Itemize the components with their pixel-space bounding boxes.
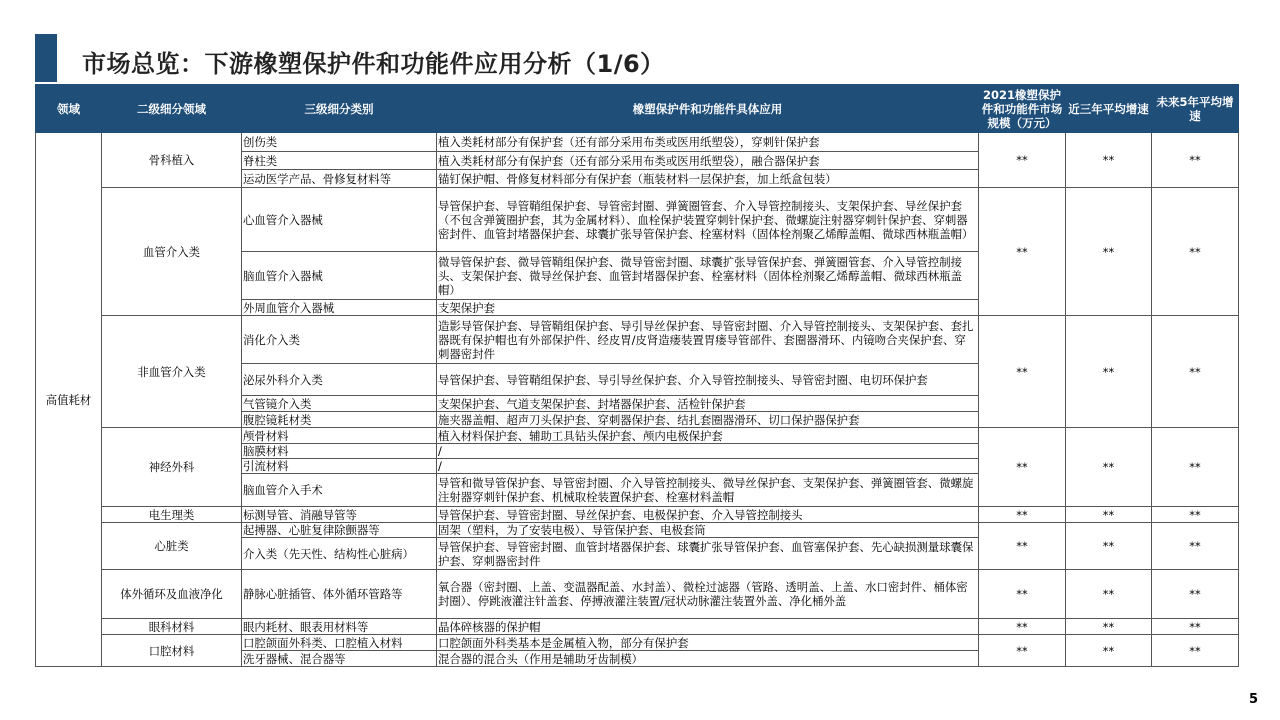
growth-5y-cell: ** <box>1152 188 1239 316</box>
level3-cell: 脑膜材料 <box>242 444 437 459</box>
level3-cell: 泌尿外科介入类 <box>242 364 437 396</box>
level3-cell: 眼内耗材、眼表用材料等 <box>242 619 437 635</box>
application-table <box>35 84 1239 667</box>
application-cell: 锚钉保护帽、骨修复材料部分有保护套（瓶装材料一层保护套，加上纸盒包装） <box>437 170 979 188</box>
level3-cell: 颅骨材料 <box>242 428 437 444</box>
application-cell: 混合器的混合头（作用是辅助牙齿制模） <box>437 651 979 667</box>
col-header-domain: 领域 <box>36 85 102 133</box>
table-row <box>36 188 1239 252</box>
level2-cell: 骨科植入 <box>102 133 242 188</box>
market-size-cell: ** <box>979 619 1066 635</box>
page-number: 5 <box>1249 692 1259 707</box>
level2-cell: 非血管介入类 <box>102 316 242 428</box>
col-header-level2: 二级细分领域 <box>102 85 242 133</box>
market-size-cell: ** <box>979 570 1066 619</box>
level2-cell: 电生理类 <box>102 507 242 523</box>
application-cell: 导管保护套、导管密封圈、导丝保护套、电极保护套、介入导管控制接头 <box>437 507 979 523</box>
table-row <box>36 133 1239 152</box>
level3-cell: 心血管介入器械 <box>242 188 437 252</box>
growth-5y-cell: ** <box>1152 635 1239 667</box>
application-cell: 导管保护套、导管密封圈、血管封堵器保护套、球囊扩张导管保护套、血管塞保护套、先心缺损测量球囊保护套、穿刺器密封件 <box>437 538 979 570</box>
growth-5y-cell: ** <box>1152 523 1239 570</box>
level3-cell: 脊柱类 <box>242 152 437 170</box>
application-cell: 氧合器（密封圈、上盖、变温器配盖、水封盖）、微栓过滤器（管路、透明盖、上盖、水口密封件、桶体密封圈）、停跳液灌注针盖套、停搏液灌注装置/冠状动脉灌注装置外盖、净化桶外盖 <box>437 570 979 619</box>
application-cell: 固架（塑料，为了安装电极）、导管保护套、电极套筒 <box>437 523 979 538</box>
level2-cell: 口腔材料 <box>102 635 242 667</box>
market-size-cell: ** <box>979 428 1066 507</box>
application-cell: 植入类耗材部分有保护套（还有部分采用布类或医用纸塑袋），穿刺针保护套 <box>437 133 979 152</box>
growth-5y-cell: ** <box>1152 507 1239 523</box>
table-row <box>36 523 1239 538</box>
table-row <box>36 428 1239 444</box>
level2-cell: 体外循环及血液净化 <box>102 570 242 619</box>
application-cell: / <box>437 459 979 474</box>
application-cell: 植入材料保护套、辅助工具钻头保护套、颅内电极保护套 <box>437 428 979 444</box>
growth-3y-cell: ** <box>1066 316 1152 428</box>
application-cell: 导管保护套、导管鞘组保护套、导管密封圈、弹簧圈管套、介入导管控制接头、支架保护套、导丝保护套（不包含弹簧圈护套，其为金属材料）、血栓保护装置穿刺针保护套、微螺旋注射器穿刺针保护套、穿刺器密封件、血管封堵器保护套、球囊扩张导管保护套、栓塞材料（固体栓剂聚乙烯醇盖帽、微球西林瓶盖帽） <box>437 188 979 252</box>
col-header-growth-3y: 近三年平均增速 <box>1066 85 1152 133</box>
col-header-growth-5y: 未来5年平均增速 <box>1152 85 1239 133</box>
level3-cell: 气管镜介入类 <box>242 396 437 412</box>
col-header-market-size: 2021橡塑保护件和功能件市场规模（万元） <box>979 85 1066 133</box>
growth-3y-cell: ** <box>1066 428 1152 507</box>
growth-5y-cell: ** <box>1152 133 1239 188</box>
application-cell: 植入类耗材部分有保护套（还有部分采用布类或医用纸塑袋），融合器保护套 <box>437 152 979 170</box>
level3-cell: 腹腔镜耗材类 <box>242 412 437 428</box>
growth-3y-cell: ** <box>1066 507 1152 523</box>
header-row <box>36 85 1239 133</box>
growth-5y-cell: ** <box>1152 428 1239 507</box>
level3-cell: 外周血管介入器械 <box>242 300 437 316</box>
application-cell: / <box>437 444 979 459</box>
application-cell: 口腔颌面外科类基本是金属植入物，部分有保护套 <box>437 635 979 651</box>
growth-5y-cell: ** <box>1152 316 1239 428</box>
market-size-cell: ** <box>979 133 1066 188</box>
table-row <box>36 619 1239 635</box>
application-cell: 导管保护套、导管鞘组保护套、导引导丝保护套、介入导管控制接头、导管密封圈、电切环保护套 <box>437 364 979 396</box>
market-size-cell: ** <box>979 188 1066 316</box>
growth-5y-cell: ** <box>1152 570 1239 619</box>
growth-3y-cell: ** <box>1066 523 1152 570</box>
col-header-level3: 三级细分类别 <box>242 85 437 133</box>
application-cell: 导管和微导管保护套、导管密封圈、介入导管控制接头、微导丝保护套、支架保护套、弹簧圈管套、微螺旋注射器穿刺针保护套、机械取栓装置保护套、栓塞材料盖帽 <box>437 474 979 507</box>
application-cell: 晶体碎核器的保护帽 <box>437 619 979 635</box>
level2-cell: 眼科材料 <box>102 619 242 635</box>
level3-cell: 洗牙器械、混合器等 <box>242 651 437 667</box>
level3-cell: 创伤类 <box>242 133 437 152</box>
page-title: 市场总览：下游橡塑保护件和功能件应用分析（1/6） <box>82 50 665 78</box>
table-row <box>36 507 1239 523</box>
level3-cell: 静脉心脏插管、体外循环管路等 <box>242 570 437 619</box>
table-row <box>36 570 1239 619</box>
table-row <box>36 316 1239 364</box>
level3-cell: 消化介入类 <box>242 316 437 364</box>
application-cell: 支架保护套 <box>437 300 979 316</box>
level3-cell: 脑血管介入器械 <box>242 252 437 300</box>
market-size-cell: ** <box>979 635 1066 667</box>
level3-cell: 引流材料 <box>242 459 437 474</box>
growth-5y-cell: ** <box>1152 619 1239 635</box>
growth-3y-cell: ** <box>1066 188 1152 316</box>
market-size-cell: ** <box>979 523 1066 570</box>
growth-3y-cell: ** <box>1066 635 1152 667</box>
level2-cell: 血管介入类 <box>102 188 242 316</box>
level3-cell: 标测导管、消融导管等 <box>242 507 437 523</box>
application-cell: 支架保护套、气道支架保护套、封堵器保护套、活检针保护套 <box>437 396 979 412</box>
level3-cell: 介入类（先天性、结构性心脏病） <box>242 538 437 570</box>
level2-cell: 心脏类 <box>102 523 242 570</box>
level3-cell: 运动医学产品、骨修复材料等 <box>242 170 437 188</box>
market-size-cell: ** <box>979 507 1066 523</box>
growth-3y-cell: ** <box>1066 570 1152 619</box>
growth-3y-cell: ** <box>1066 133 1152 188</box>
domain-cell: 高值耗材 <box>36 133 102 667</box>
application-cell: 造影导管保护套、导管鞘组保护套、导引导丝保护套、导管密封圈、介入导管控制接头、支架保护套、套扎器既有保护帽也有外部保护件、经皮胃/皮肾造瘘装置胃瘘导管部件、套圈器滑环、内镜吻合夹保护套、穿刺器密封件 <box>437 316 979 364</box>
market-size-cell: ** <box>979 316 1066 428</box>
table-row <box>36 635 1239 651</box>
application-cell: 微导管保护套、微导管鞘组保护套、微导管密封圈、球囊扩张导管保护套、弹簧圈管套、介入导管控制接头、支架保护套、微导丝保护套、血管封堵器保护套、栓塞材料（固体栓剂聚乙烯醇盖帽、微球西林瓶盖帽） <box>437 252 979 300</box>
title-accent-bar <box>35 34 57 82</box>
level3-cell: 脑血管介入手术 <box>242 474 437 507</box>
application-cell: 施夹器盖帽、超声刀头保护套、穿刺器保护套、结扎套圈器滑环、切口保护器保护套 <box>437 412 979 428</box>
level3-cell: 起搏器、心脏复律除颤器等 <box>242 523 437 538</box>
growth-3y-cell: ** <box>1066 619 1152 635</box>
level3-cell: 口腔颌面外科类、口腔植入材料 <box>242 635 437 651</box>
col-header-application: 橡塑保护件和功能件具体应用 <box>437 85 979 133</box>
level2-cell: 神经外科 <box>102 428 242 507</box>
